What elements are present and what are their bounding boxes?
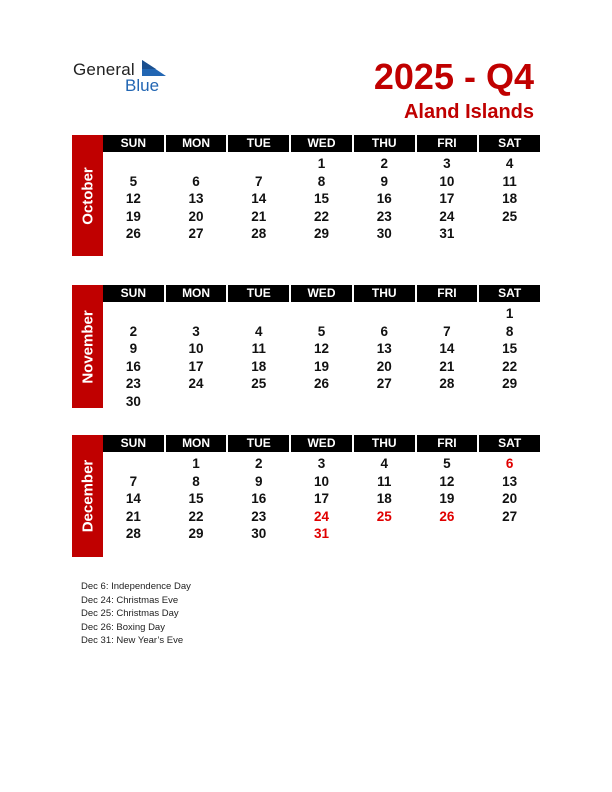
holiday-notes: [81, 580, 191, 648]
empty-day-cell: [103, 455, 164, 473]
day-cell: 6: [380, 323, 388, 339]
weekday-label: MON: [166, 135, 227, 152]
empty-day-cell: [417, 305, 478, 323]
day-cell: 21: [251, 208, 267, 224]
day-cell: 8: [192, 473, 200, 489]
day-cell: 18: [502, 191, 518, 206]
day-cell: 2: [129, 323, 138, 339]
day-cell: 29: [188, 526, 204, 541]
day-cell: 12: [439, 473, 455, 489]
day-cell: 22: [313, 208, 329, 224]
day-cell: 20: [376, 358, 392, 374]
empty-day-cell: [479, 393, 540, 411]
day-cell: 3: [317, 456, 326, 471]
day-cell: 4: [380, 456, 388, 471]
day-cell: 6: [505, 456, 514, 471]
empty-day-cell: [103, 155, 164, 173]
day-cell: 17: [313, 491, 329, 506]
month-name: December: [79, 459, 96, 533]
weekday-label: SUN: [103, 435, 164, 452]
day-cell: 21: [439, 358, 455, 374]
holiday-note: Dec 31: New Year’s Eve: [81, 635, 184, 646]
empty-day-cell: [291, 305, 352, 323]
empty-day-cell: [417, 393, 478, 411]
weekday-label: TUE: [228, 135, 289, 152]
day-cell: 26: [125, 226, 141, 241]
weekday-label: SAT: [479, 435, 540, 452]
holiday-note: Dec 26: Boxing Day: [81, 621, 165, 633]
day-cell: 5: [317, 323, 326, 339]
month-block-october: [72, 135, 540, 256]
day-cell: 30: [251, 526, 267, 541]
month-block-december: [72, 435, 540, 557]
logo-text-blue: Blue: [125, 76, 160, 95]
day-cell: 1: [317, 156, 326, 171]
empty-day-cell: [354, 305, 415, 323]
day-cell: 2: [380, 156, 388, 171]
day-cell: 18: [376, 491, 392, 506]
month-label-bar: [72, 435, 103, 557]
day-cell: 24: [439, 208, 455, 224]
weekday-label: MON: [166, 285, 227, 302]
day-cell: 4: [255, 323, 263, 339]
logo-text-general: General: [73, 60, 135, 79]
day-cell: 27: [188, 226, 204, 241]
empty-day-cell: [354, 525, 415, 543]
empty-day-cell: [479, 225, 540, 243]
day-cell: 25: [251, 376, 267, 391]
day-cell: 31: [313, 526, 329, 541]
day-cell: 5: [129, 173, 138, 189]
day-cell: 4: [505, 156, 514, 171]
month-label-bar: [72, 285, 103, 408]
day-cell: 9: [380, 173, 388, 189]
day-cell: 18: [251, 358, 267, 374]
empty-day-cell: [228, 155, 289, 173]
weekday-label: MON: [166, 435, 227, 452]
day-cell: 30: [376, 226, 392, 241]
day-cell: 9: [255, 473, 263, 489]
brand-logo: [73, 58, 173, 94]
day-cell: 21: [125, 508, 141, 524]
weekday-label: TUE: [228, 285, 289, 302]
day-cell: 12: [313, 341, 329, 356]
day-cell: 13: [188, 191, 204, 206]
holiday-note: Dec 24: Christmas Eve: [81, 594, 179, 606]
empty-day-cell: [228, 393, 289, 411]
day-cell: 5: [443, 456, 451, 471]
empty-day-cell: [228, 305, 289, 323]
day-cell: 16: [125, 358, 141, 374]
weekday-label: WED: [291, 135, 352, 152]
empty-day-cell: [479, 525, 540, 543]
day-cell: 11: [502, 173, 517, 189]
logo-flag-icon: [142, 60, 166, 78]
day-cell: 8: [505, 323, 514, 339]
day-cell: 25: [376, 508, 392, 524]
day-cell: 25: [502, 208, 518, 224]
page-title: 2025 - Q4: [373, 56, 534, 97]
day-cell: 10: [188, 341, 204, 356]
day-cell: 28: [251, 226, 267, 241]
day-cell: 22: [502, 358, 518, 374]
day-cell: 1: [505, 306, 514, 321]
weekday-label: WED: [291, 435, 352, 452]
day-cell: 3: [443, 156, 451, 171]
weekday-label: SUN: [103, 285, 164, 302]
month-name: October: [79, 166, 96, 225]
day-cell: 15: [502, 341, 518, 356]
empty-day-cell: [103, 305, 164, 323]
weekday-label: THU: [354, 135, 415, 152]
weekday-label: FRI: [417, 435, 478, 452]
day-grid: [103, 305, 540, 410]
day-cell: 10: [313, 473, 329, 489]
holiday-note: Dec 25: Christmas Day: [81, 608, 179, 619]
weekday-label: WED: [291, 285, 352, 302]
day-cell: 15: [188, 491, 204, 506]
day-cell: 16: [376, 191, 392, 206]
day-cell: 9: [129, 341, 138, 356]
day-cell: 23: [251, 508, 267, 524]
day-cell: 31: [439, 226, 455, 241]
empty-day-cell: [291, 393, 352, 411]
weekday-label: SAT: [479, 285, 540, 302]
day-cell: 19: [125, 208, 141, 224]
day-cell: 11: [251, 341, 266, 356]
day-cell: 23: [125, 376, 141, 391]
day-cell: 1: [192, 456, 200, 471]
month-name: November: [79, 309, 96, 384]
day-cell: 14: [125, 491, 141, 506]
weekday-label: SUN: [103, 135, 164, 152]
day-cell: 14: [439, 341, 455, 356]
month-label-bar: [72, 135, 103, 256]
weekday-header: [103, 285, 540, 302]
day-cell: 19: [313, 358, 329, 374]
day-cell: 26: [313, 376, 329, 391]
day-cell: 14: [251, 191, 267, 206]
day-cell: 13: [376, 341, 392, 356]
empty-day-cell: [166, 155, 227, 173]
day-cell: 13: [502, 473, 518, 489]
day-cell: 15: [313, 191, 329, 206]
day-cell: 6: [192, 173, 200, 189]
day-cell: 17: [439, 191, 455, 206]
day-cell: 23: [376, 208, 392, 224]
day-cell: 12: [125, 191, 141, 206]
day-cell: 26: [439, 508, 455, 524]
weekday-label: FRI: [417, 135, 478, 152]
day-cell: 28: [125, 526, 141, 541]
empty-day-cell: [354, 393, 415, 411]
weekday-label: SAT: [479, 135, 540, 152]
holiday-note: Dec 6: Independence Day: [81, 581, 191, 592]
day-cell: 22: [188, 508, 204, 524]
day-cell: 24: [313, 508, 329, 524]
day-cell: 29: [502, 376, 518, 391]
day-cell: 3: [192, 323, 200, 339]
day-cell: 16: [251, 491, 267, 506]
weekday-label: THU: [354, 285, 415, 302]
day-cell: 30: [125, 393, 141, 409]
day-cell: 19: [439, 491, 455, 506]
day-cell: 7: [443, 323, 451, 339]
day-grid: [103, 155, 540, 243]
day-cell: 27: [376, 376, 392, 391]
day-cell: 7: [255, 173, 263, 189]
day-cell: 20: [188, 208, 204, 224]
day-cell: 28: [439, 376, 455, 391]
day-cell: 29: [313, 226, 329, 241]
day-cell: 20: [502, 491, 518, 506]
weekday-label: FRI: [417, 285, 478, 302]
weekday-label: TUE: [228, 435, 289, 452]
empty-day-cell: [417, 525, 478, 543]
day-cell: 11: [377, 473, 392, 489]
month-block-november: [72, 285, 540, 408]
day-cell: 8: [317, 173, 326, 189]
day-cell: 24: [188, 376, 204, 391]
day-cell: 27: [502, 508, 518, 524]
day-cell: 10: [439, 173, 455, 189]
empty-day-cell: [166, 393, 227, 411]
weekday-header: [103, 135, 540, 152]
day-cell: 17: [188, 358, 204, 374]
day-cell: 7: [129, 473, 138, 489]
day-grid: [103, 455, 540, 543]
weekday-label: THU: [354, 435, 415, 452]
country-name: Aland Islands: [403, 101, 534, 123]
weekday-header: [103, 435, 540, 452]
empty-day-cell: [166, 305, 227, 323]
day-cell: 2: [255, 456, 263, 471]
